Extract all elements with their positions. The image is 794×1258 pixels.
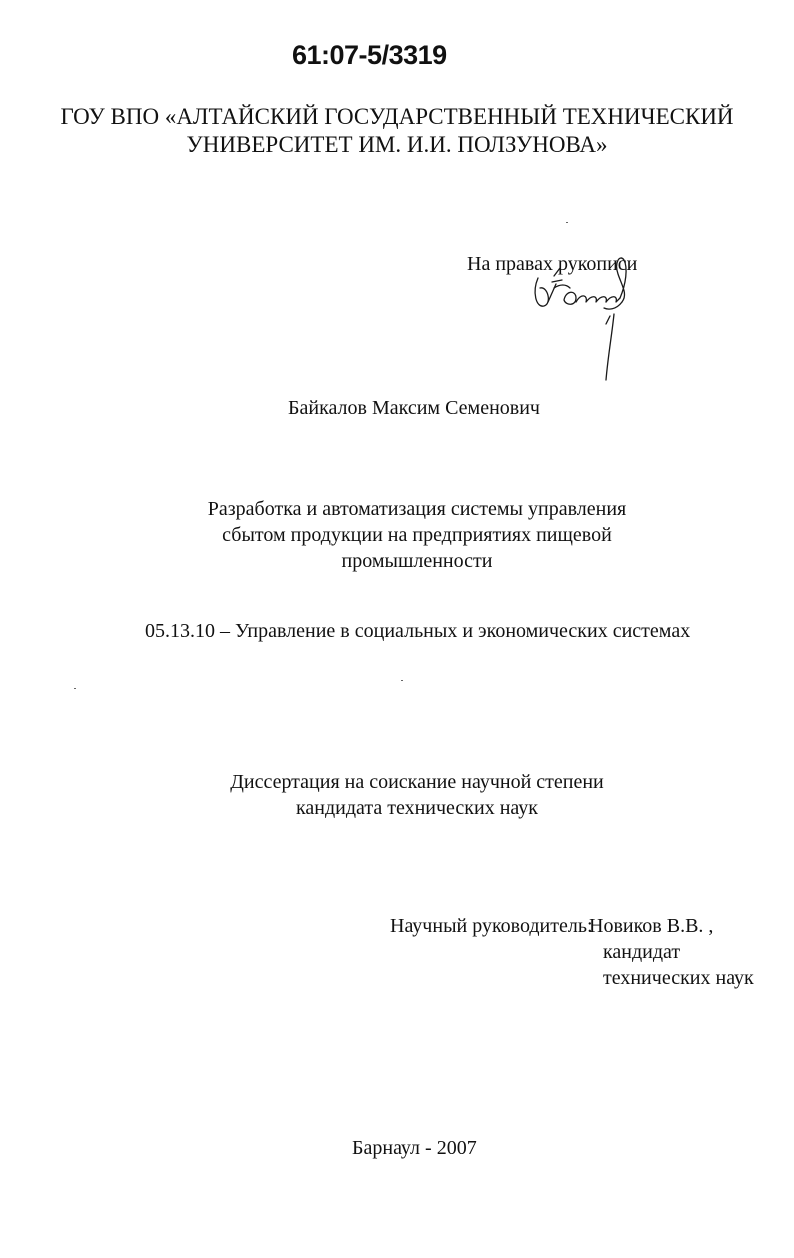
place-and-year: Барнаул - 2007 bbox=[352, 1137, 477, 1159]
supervisor-name: Новиков В.В. , bbox=[589, 915, 714, 937]
supervisor-degree-line-2: технических наук bbox=[603, 967, 754, 989]
title-line-1: Разработка и автоматизация системы управления bbox=[207, 498, 627, 520]
author-name: Байкалов Максим Семенович bbox=[288, 397, 540, 419]
degree-statement bbox=[0, 769, 794, 821]
specialty-code: 05.13.10 – Управление в социальных и экономических системах bbox=[145, 620, 691, 642]
supervisor-degree-line-1: кандидат bbox=[603, 941, 681, 963]
title-line-3: промышленности bbox=[341, 550, 493, 572]
title-line-2: сбытом продукции на предприятиях пищевой bbox=[222, 524, 612, 546]
supervisor-label: Научный руководитель: bbox=[390, 915, 593, 937]
organization-line-2: УНИВЕРСИТЕТ ИМ. И.И. ПОЛЗУНОВА» bbox=[186, 132, 608, 157]
degree-line-2: кандидата технических наук bbox=[295, 797, 539, 819]
handwritten-signature bbox=[526, 244, 646, 386]
dissertation-title bbox=[0, 496, 794, 574]
scan-speck bbox=[566, 222, 568, 223]
organization-line-1: ГОУ ВПО «АЛТАЙСКИЙ ГОСУДАРСТВЕННЫЙ ТЕХНИЧЕСКИЙ bbox=[60, 104, 734, 129]
scan-speck bbox=[401, 680, 403, 681]
degree-line-1: Диссертация на соискание научной степени bbox=[230, 771, 604, 793]
organization-name bbox=[0, 103, 794, 159]
manuscript-rights-note: На правах рукописи bbox=[467, 253, 638, 275]
catalog-code: 61:07-5/3319 bbox=[292, 40, 447, 70]
scan-speck bbox=[74, 688, 76, 689]
